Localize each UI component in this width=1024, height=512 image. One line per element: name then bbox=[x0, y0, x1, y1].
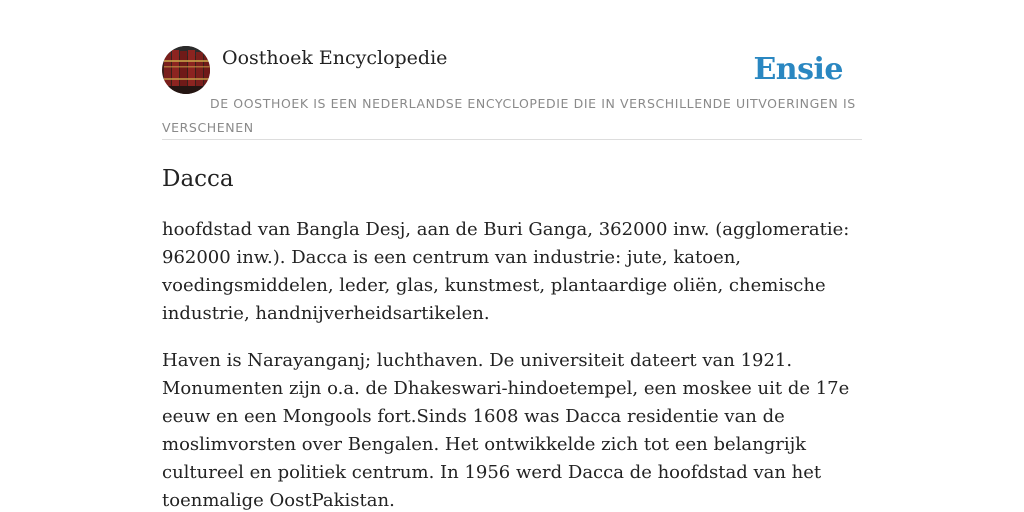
entry-card bbox=[162, 46, 862, 512]
entry-paragraph: hoofdstad van Bangla Desj, aan de Buri Ganga, 362000 inw. (agglomeratie: 962000 inw.). Dacca is een centrum van industrie: jute, katoen, voedingsmiddelen, leder, glas, kunstmest, plantaardige oliën, chemische industrie, handnijverheidsartikelen. bbox=[162, 219, 850, 324]
ensie-logo[interactable]: Ensie bbox=[753, 52, 843, 87]
source-header bbox=[162, 46, 862, 140]
entry-paragraph: Haven is Narayanganj; luchthaven. De universiteit dateert van 1921. Monumenten zijn o.a. de Dhakeswari-hindoetempel, een moskee uit de 17e eeuw en een Mongools fort.Sinds 1608 was Dacca residentie van de moslimvorsten over Bengalen. Het ontwikkelde zich tot een belangrijk cultureel en politiek centrum. In 1956 werd Dacca de hoofdstad van het toenmalige OostPakistan. bbox=[162, 350, 850, 511]
entry-title: Dacca bbox=[162, 166, 234, 192]
source-description: DE OOSTHOEK IS EEN NEDERLANDSE ENCYCLOPEDIE DIE IN VERSCHILLENDE UITVOERINGEN IS VERSCHENEN bbox=[162, 96, 856, 135]
encyclopedia-books-icon bbox=[162, 46, 210, 94]
source-title[interactable]: Oosthoek Encyclopedie bbox=[222, 47, 448, 69]
